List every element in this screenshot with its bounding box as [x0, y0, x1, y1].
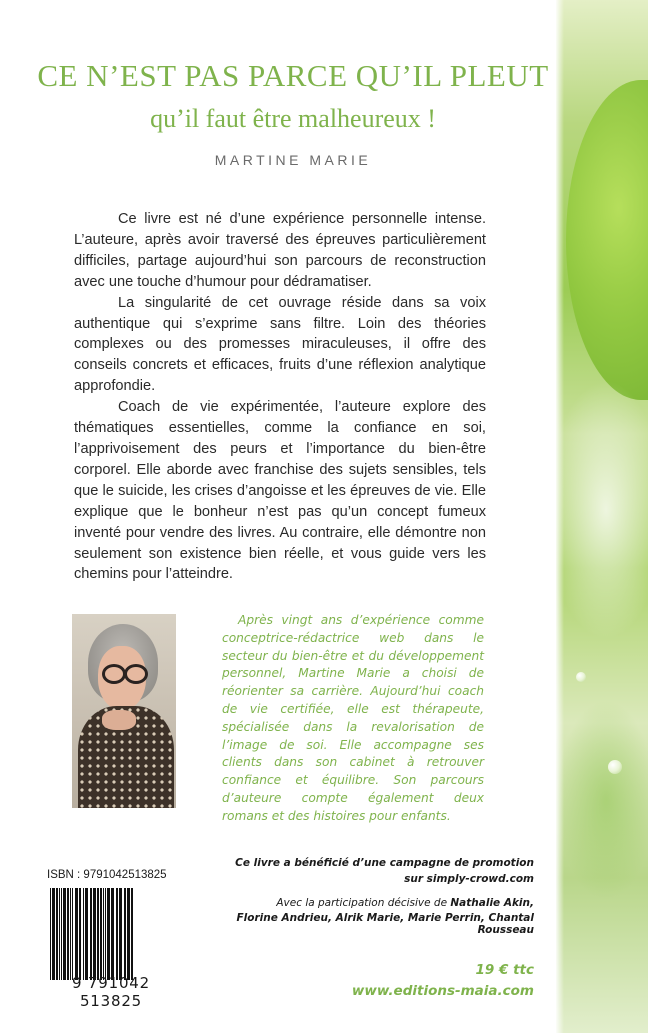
- barcode-bar: [72, 888, 73, 980]
- strip-edge: [556, 0, 564, 1033]
- green-leaf-decoration: [556, 0, 648, 1033]
- barcode-bar: [83, 888, 84, 980]
- barcode-bar: [107, 888, 110, 980]
- leaf-image: [566, 80, 648, 400]
- thanks-line: [222, 897, 534, 909]
- author-photo: [72, 614, 176, 808]
- barcode-bar: [90, 888, 92, 980]
- barcode-bar: [70, 888, 71, 980]
- barcode-digits: 9 791042 513825: [72, 974, 150, 1010]
- barcode-bar: [105, 888, 106, 980]
- barcode-bar: [111, 888, 114, 980]
- barcode-bar: [119, 888, 122, 980]
- photo-glasses-right: [124, 664, 148, 684]
- barcode-bar: [63, 888, 66, 980]
- barcode-bar: [61, 888, 62, 980]
- publisher-website[interactable]: www.editions-maia.com: [351, 983, 534, 999]
- thanks-prefix: Avec la participation décisive de: [276, 897, 451, 909]
- promo-campaign-text: Ce livre a bénéficié d’une campagne de promotion: [235, 857, 534, 869]
- barcode-bar: [93, 888, 96, 980]
- barcode-bar: [131, 888, 133, 980]
- barcode-bar: [100, 888, 102, 980]
- book-subtitle: qu’il faut être malheureux !: [150, 104, 436, 133]
- green-blur: [556, 700, 648, 900]
- author-bio-text: Après vingt ans d’expérience comme conceptrice-rédactrice web dans le secteur du bien-être et du développement personnel, Martine Marie a choisi de réorienter sa carrière. Aujourd’hui coach de vie certifiée, elle est thérapeute, spécialisée dans la revalorisation de l’image de soi. Elle accompagne ses clients dans son cabinet à retrouver confiance et équilibre. Son parcours d’auteure compte également deux romans et des histoires pour enfants.: [222, 613, 484, 823]
- photo-glasses-left: [102, 664, 126, 684]
- barcode-bar: [97, 888, 99, 980]
- barcode: [48, 888, 174, 980]
- barcode-bar: [85, 888, 88, 980]
- barcode-bar: [79, 888, 81, 980]
- author-name: MARTINE MARIE: [214, 152, 372, 168]
- isbn-label: ISBN : 9791042513825: [47, 869, 167, 881]
- price: 19 € ttc: [475, 962, 534, 978]
- synopsis-paragraph: Ce livre est né d’une expérience personnelle intense. L’auteure, après avoir traversé des épreuves particulièrement difficiles, partage aujourd’hui son parcours de reconstruction avec une touche d’humour pour dédramatiser.: [74, 211, 486, 290]
- synopsis-paragraph: La singularité de cet ouvrage réside dans sa voix authentique qui s’exprime sans filtre. Loin des théories complexes ou des promesses miraculeuses, il offre des conseils concrets et efficaces, fruits d’une réflexion analytique approfondie.: [74, 294, 486, 395]
- promo-campaign-site: sur simply-crowd.com: [404, 873, 534, 885]
- barcode-bar: [127, 888, 130, 980]
- barcode-bar: [52, 888, 55, 980]
- thanks-names: Nathalie Akin,: [450, 897, 534, 909]
- barcode-bar: [124, 888, 126, 980]
- synopsis-paragraph: Coach de vie expérimentée, l’auteure explore des thématiques essentielles, comme la confiance en soi, l’apprivoisement des peurs et l’importance du bien-être corporel. Elle aborde avec franchise des sujets sensibles, tels que le suicide, les crises d’angoisse et les épreuves de vie. Elle explique que le bonheur n’est pas qu’un concept fumeux inventé pour vendre des livres. Au contraire, elle démontre non seulement son existence bien réelle, et vous guide vers les chemins pour l’atteindre.: [74, 399, 486, 583]
- water-drop: [576, 672, 586, 682]
- water-drop: [608, 760, 622, 774]
- barcode-bar: [116, 888, 118, 980]
- barcode-bar: [75, 888, 78, 980]
- barcode-bar: [50, 888, 51, 980]
- barcode-bar: [59, 888, 60, 980]
- barcode-bar: [103, 888, 104, 980]
- thanks-names-line: Florine Andrieu, Alrik Marie, Marie Perrin, Chantal Rousseau: [236, 912, 534, 936]
- author-bio: [222, 612, 484, 826]
- synopsis: [74, 209, 486, 585]
- barcode-bar: [67, 888, 69, 980]
- barcode-bar: [56, 888, 58, 980]
- photo-hand: [102, 710, 136, 730]
- book-title: CE N’EST PAS PARCE QU’IL PLEUT: [37, 58, 549, 93]
